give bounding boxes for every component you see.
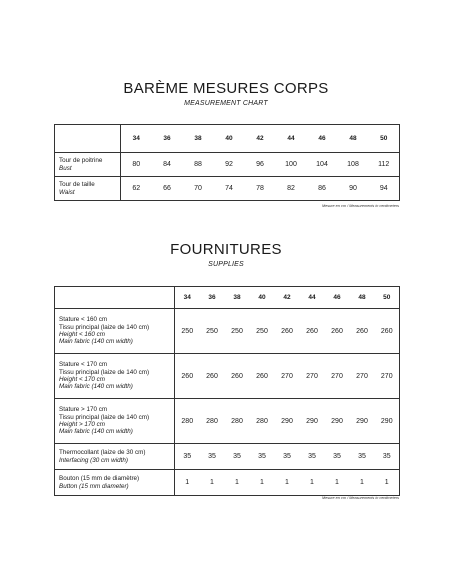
- cell-value: 88: [183, 153, 214, 177]
- measurement-table: [54, 124, 400, 201]
- cell-value: 280: [225, 399, 250, 444]
- cell-value: 35: [325, 444, 350, 470]
- row-label: [55, 177, 121, 201]
- supplies-title: FOURNITURES: [170, 241, 282, 258]
- size-header: 38: [225, 287, 250, 309]
- table-row: [55, 153, 400, 177]
- cell-value: 250: [200, 309, 225, 354]
- row-label-line: Main fabric (140 cm width): [59, 428, 133, 436]
- row-label-en: Waist: [59, 188, 75, 196]
- cell-value: 62: [121, 177, 152, 201]
- size-header: 46: [325, 287, 350, 309]
- cell-value: 86: [307, 177, 338, 201]
- cell-value: 250: [175, 309, 200, 354]
- row-label-line: Thermocollant (laize de 30 cm): [59, 449, 146, 457]
- cell-value: 1: [275, 470, 300, 496]
- measurement-header-blank: [55, 125, 121, 153]
- row-label-line: Button (15 mm diameter): [59, 482, 129, 490]
- size-header: 44: [276, 125, 307, 153]
- cell-value: 1: [200, 470, 225, 496]
- cell-value: 290: [275, 399, 300, 444]
- table-row: [55, 309, 400, 354]
- cell-value: 82: [276, 177, 307, 201]
- cell-value: 1: [375, 470, 400, 496]
- row-label-en: Bust: [59, 164, 72, 172]
- cell-value: 74: [214, 177, 245, 201]
- row-label-line: Main fabric (140 cm width): [59, 383, 133, 391]
- cell-value: 35: [375, 444, 400, 470]
- cell-value: 35: [250, 444, 275, 470]
- table-row: [55, 470, 400, 496]
- supplies-header-blank: [55, 287, 175, 309]
- row-label: [55, 153, 121, 177]
- cell-value: 35: [175, 444, 200, 470]
- size-header: 48: [350, 287, 375, 309]
- cell-value: 260: [350, 309, 375, 354]
- cell-value: 1: [350, 470, 375, 496]
- row-label-line: Stature > 170 cm: [59, 406, 108, 414]
- row-label: [55, 399, 175, 444]
- cell-value: 35: [225, 444, 250, 470]
- cell-value: 290: [350, 399, 375, 444]
- cell-value: 290: [300, 399, 325, 444]
- cell-value: 270: [275, 354, 300, 399]
- size-header: 50: [375, 287, 400, 309]
- cell-value: 260: [225, 354, 250, 399]
- size-header: 42: [245, 125, 276, 153]
- row-label-line: Main fabric (140 cm width): [59, 338, 133, 346]
- size-header: 34: [121, 125, 152, 153]
- cell-value: 250: [225, 309, 250, 354]
- cell-value: 270: [300, 354, 325, 399]
- table-row: [55, 354, 400, 399]
- cell-value: 260: [275, 309, 300, 354]
- row-label-line: Height > 170 cm: [59, 421, 106, 428]
- cell-value: 80: [121, 153, 152, 177]
- row-label-line: Height < 160 cm: [59, 331, 106, 338]
- cell-value: 260: [375, 309, 400, 354]
- table-row: [55, 399, 400, 444]
- cell-value: 260: [325, 309, 350, 354]
- row-label-line: Tissu principal (laize de 140 cm): [59, 368, 150, 376]
- cell-value: 35: [200, 444, 225, 470]
- row-label-line: Height < 170 cm: [59, 376, 106, 383]
- cell-value: 66: [152, 177, 183, 201]
- cell-value: 270: [325, 354, 350, 399]
- row-label: [55, 444, 175, 470]
- cell-value: 260: [175, 354, 200, 399]
- size-header: 48: [338, 125, 369, 153]
- cell-value: 290: [375, 399, 400, 444]
- cell-value: 280: [175, 399, 200, 444]
- size-header: 42: [275, 287, 300, 309]
- row-label-line: Tissu principal (laize de 140 cm): [59, 323, 150, 331]
- cell-value: 78: [245, 177, 276, 201]
- cell-value: 1: [175, 470, 200, 496]
- row-label: [55, 354, 175, 399]
- cell-value: 35: [300, 444, 325, 470]
- cell-value: 108: [338, 153, 369, 177]
- cell-value: 84: [152, 153, 183, 177]
- size-header: 44: [300, 287, 325, 309]
- cell-value: 250: [250, 309, 275, 354]
- size-header: 40: [250, 287, 275, 309]
- row-label: [55, 309, 175, 354]
- cell-value: 104: [307, 153, 338, 177]
- cell-value: 1: [250, 470, 275, 496]
- cell-value: 92: [214, 153, 245, 177]
- cell-value: 280: [200, 399, 225, 444]
- row-label-line: Interfacing (30 cm width): [59, 456, 128, 464]
- cell-value: 270: [375, 354, 400, 399]
- measurement-subtitle: MEASUREMENT CHART: [184, 100, 268, 107]
- size-header: 34: [175, 287, 200, 309]
- cell-value: 260: [250, 354, 275, 399]
- size-header: 36: [152, 125, 183, 153]
- supplies-table: [54, 286, 400, 496]
- supplies-header-row: [55, 287, 400, 309]
- cell-value: 1: [300, 470, 325, 496]
- size-header: 38: [183, 125, 214, 153]
- cell-value: 96: [245, 153, 276, 177]
- cell-value: 270: [350, 354, 375, 399]
- row-label: [55, 470, 175, 496]
- cell-value: 35: [275, 444, 300, 470]
- table-row: [55, 177, 400, 201]
- row-label-fr: Tour de taille: [59, 181, 95, 189]
- row-label-fr: Tour de poitrine: [59, 157, 103, 165]
- cell-value: 290: [325, 399, 350, 444]
- row-label-line: Tissu principal (laize de 140 cm): [59, 413, 150, 421]
- measurement-title: BARÈME MESURES CORPS: [123, 80, 329, 97]
- size-header: 40: [214, 125, 245, 153]
- cell-value: 1: [325, 470, 350, 496]
- supplies-unit-note: Mesure en cm / Measurements in centimeters: [321, 496, 399, 500]
- measurement-header-row: [55, 125, 400, 153]
- row-label-line: Stature < 170 cm: [59, 361, 108, 369]
- cell-value: 260: [300, 309, 325, 354]
- cell-value: 90: [338, 177, 369, 201]
- cell-value: 112: [369, 153, 400, 177]
- supplies-subtitle: SUPPLIES: [208, 261, 244, 268]
- cell-value: 100: [276, 153, 307, 177]
- cell-value: 1: [225, 470, 250, 496]
- cell-value: 70: [183, 177, 214, 201]
- row-label-line: Stature < 160 cm: [59, 316, 108, 324]
- measurement-unit-note: Mesure en cm / Measurements in centimeters: [321, 204, 399, 208]
- cell-value: 280: [250, 399, 275, 444]
- table-row: [55, 444, 400, 470]
- cell-value: 94: [369, 177, 400, 201]
- size-header: 36: [200, 287, 225, 309]
- row-label-line: Bouton (15 mm de diamètre): [59, 475, 140, 483]
- cell-value: 260: [200, 354, 225, 399]
- size-header: 50: [369, 125, 400, 153]
- size-header: 46: [307, 125, 338, 153]
- cell-value: 35: [350, 444, 375, 470]
